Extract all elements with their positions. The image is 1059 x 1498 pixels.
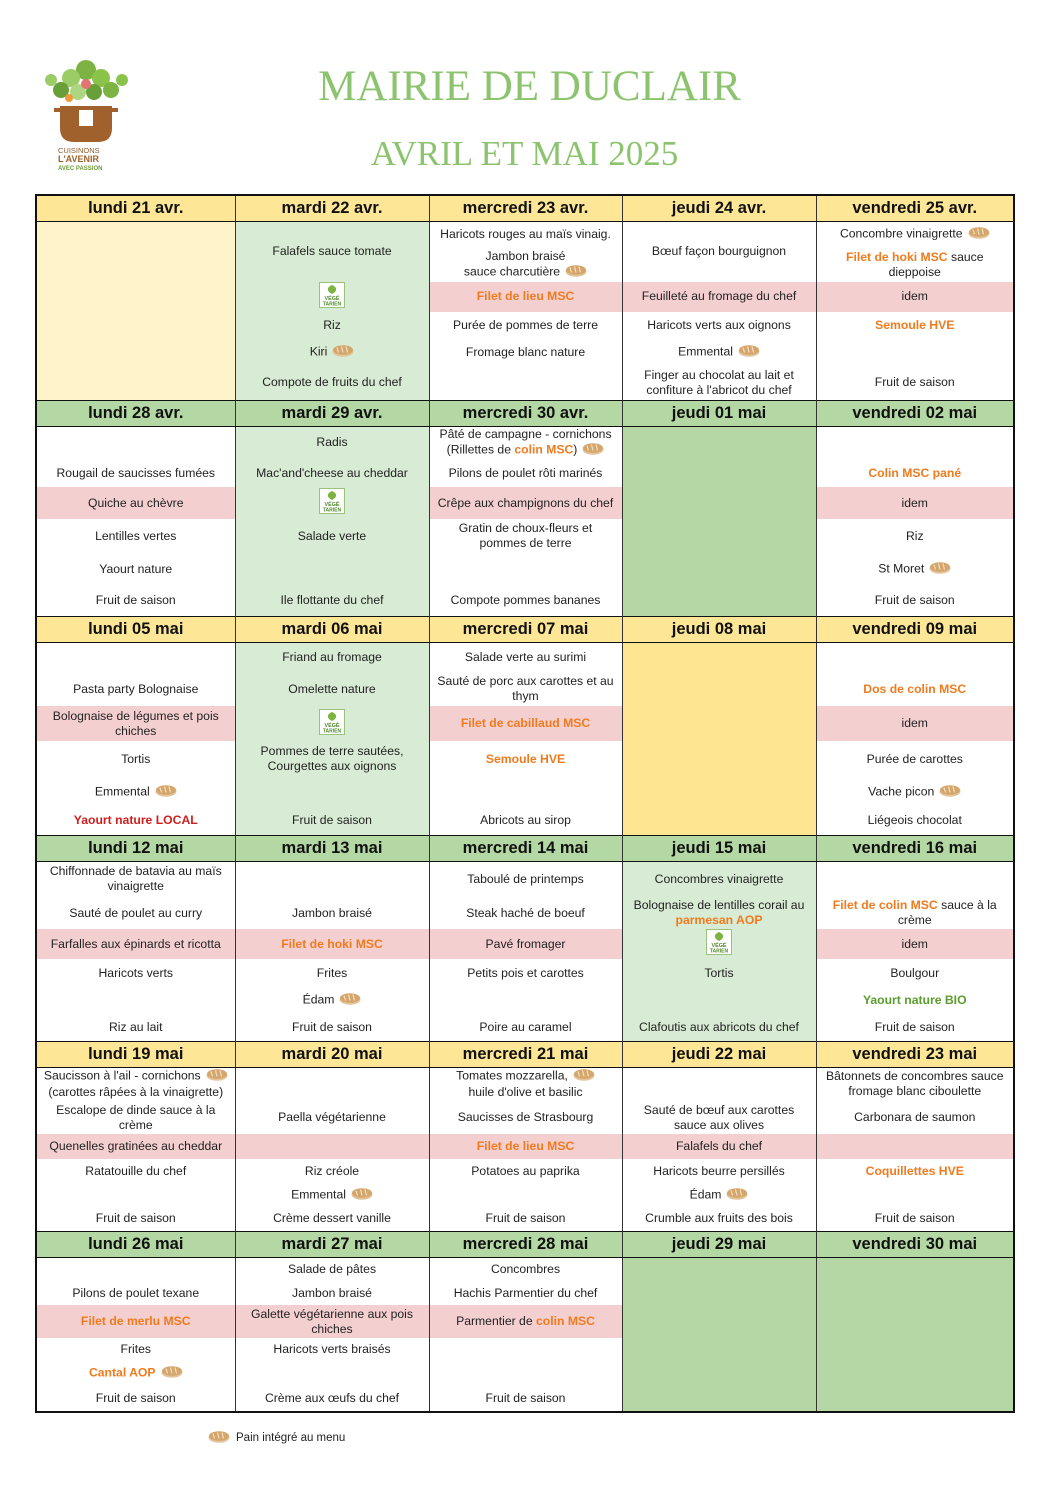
menu-row bbox=[36, 586, 1014, 616]
day-header: jeudi 22 mai bbox=[622, 1041, 816, 1067]
menu-cell: Saucisses de Strasbourg bbox=[429, 1101, 622, 1134]
svg-text:TARIEN: TARIEN bbox=[709, 948, 729, 955]
menu-cell: Steak haché de boeuf bbox=[429, 897, 622, 929]
menu-cell: Pâté de campagne - cornichons (Rillettes de colin MSC) bbox=[429, 426, 622, 459]
day-header: vendredi 30 mai bbox=[816, 1231, 1014, 1257]
day-header: vendredi 25 avr. bbox=[816, 195, 1014, 222]
menu-cell: Vache picon bbox=[816, 777, 1014, 807]
menu-cell: Fruit de saison bbox=[36, 1207, 235, 1231]
menu-cell: Coquillettes HVE bbox=[816, 1159, 1014, 1183]
svg-text:TARIEN: TARIEN bbox=[322, 507, 342, 514]
week-header-row bbox=[36, 195, 1014, 222]
menu-cell: Riz bbox=[235, 312, 429, 339]
pot-label bbox=[79, 110, 93, 126]
logo-line2: L'AVENIR bbox=[58, 154, 99, 164]
svg-text:VÉGÉ: VÉGÉ bbox=[324, 502, 340, 508]
menu-cell: Escalope de dinde sauce à la crème bbox=[36, 1101, 235, 1134]
legend bbox=[208, 1430, 345, 1446]
menu-cell: Haricots verts bbox=[36, 959, 235, 987]
menu-cell: Fromage blanc nature bbox=[429, 339, 622, 366]
bread-icon bbox=[738, 344, 760, 361]
vegetarian-badge-icon bbox=[319, 282, 345, 312]
menu-cell: Fruit de saison bbox=[816, 586, 1014, 616]
menu-cell: Concombre vinaigrette bbox=[816, 222, 1014, 248]
day-header: mercredi 14 mai bbox=[429, 835, 622, 861]
menu-cell: Haricots beurre persillés bbox=[622, 1159, 816, 1183]
menu-cell: Bâtonnets de concombres sauce fromage blanc ciboulette bbox=[816, 1067, 1014, 1101]
menu-cell bbox=[235, 777, 429, 807]
menu-cell bbox=[36, 1257, 235, 1281]
menu-cell: Kiri bbox=[235, 339, 429, 366]
menu-cell bbox=[816, 426, 1014, 459]
bread-icon bbox=[161, 1365, 183, 1382]
menu-row bbox=[36, 672, 1014, 706]
menu-row bbox=[36, 959, 1014, 987]
week-header-row bbox=[36, 1231, 1014, 1257]
logo-line3: AVEC PASSION bbox=[58, 166, 103, 172]
day-header: lundi 28 avr. bbox=[36, 400, 235, 426]
day-header: lundi 12 mai bbox=[36, 835, 235, 861]
holiday-cell bbox=[622, 642, 816, 835]
menu-row bbox=[36, 1134, 1014, 1159]
day-header: vendredi 23 mai bbox=[816, 1041, 1014, 1067]
menu-cell: Tortis bbox=[622, 959, 816, 987]
menu-cell: Fruit de saison bbox=[816, 366, 1014, 400]
menu-cell: Feuilleté au fromage du chef bbox=[622, 282, 816, 312]
menu-cell: Compote de fruits du chef bbox=[235, 366, 429, 400]
menu-row bbox=[36, 1014, 1014, 1041]
menu-row bbox=[36, 741, 1014, 777]
menu-cell: Haricots rouges au maïs vinaig. bbox=[429, 222, 622, 248]
menu-cell: Ratatouille du chef bbox=[36, 1159, 235, 1183]
menu-row bbox=[36, 519, 1014, 553]
day-header: lundi 21 avr. bbox=[36, 195, 235, 222]
menu-cell: Riz créole bbox=[235, 1159, 429, 1183]
week-header-row bbox=[36, 835, 1014, 861]
menu-cell bbox=[816, 1183, 1014, 1207]
menu-cell: Fruit de saison bbox=[235, 1014, 429, 1041]
day-header: mardi 13 mai bbox=[235, 835, 429, 861]
menu-cell: Poire au caramel bbox=[429, 1014, 622, 1041]
menu-cell: Potatoes au paprika bbox=[429, 1159, 622, 1183]
holiday-cell bbox=[816, 1257, 1014, 1412]
menu-cell: Cantal AOP bbox=[36, 1360, 235, 1386]
menu-row bbox=[36, 987, 1014, 1014]
menu-cell: Pavé fromager bbox=[429, 929, 622, 959]
menu-cell: Crumble aux fruits des bois bbox=[622, 1207, 816, 1231]
menu-cell: Carbonara de saumon bbox=[816, 1101, 1014, 1134]
logo-line1: CUISINONS bbox=[58, 146, 100, 155]
menu-cell: Chiffonnade de batavia au maïs vinaigrette bbox=[36, 861, 235, 897]
day-header: mercredi 30 avr. bbox=[429, 400, 622, 426]
menu-cell: Sauté de bœuf aux carottes sauce aux olives bbox=[622, 1101, 816, 1134]
day-header: mardi 06 mai bbox=[235, 616, 429, 642]
menu-cell: Fruit de saison bbox=[816, 1207, 1014, 1231]
menu-cell: Finger au chocolat au lait et confiture à l'abricot du chef bbox=[622, 366, 816, 400]
menu-cell: Édam bbox=[235, 987, 429, 1014]
day-header: jeudi 01 mai bbox=[622, 400, 816, 426]
menu-cell bbox=[816, 339, 1014, 366]
bread-icon bbox=[339, 992, 361, 1009]
menu-cell: idem bbox=[816, 929, 1014, 959]
menu-cell bbox=[429, 777, 622, 807]
menu-cell bbox=[429, 1360, 622, 1386]
menu-row bbox=[36, 1067, 1014, 1101]
menu-cell: Jambon braisé bbox=[235, 1281, 429, 1305]
menu-cell: Jambon braisé bbox=[235, 897, 429, 929]
menu-cell: Ile flottante du chef bbox=[235, 586, 429, 616]
menu-cell: Salade de pâtes bbox=[235, 1257, 429, 1281]
menu-cell bbox=[622, 1067, 816, 1101]
menu-cell: Paella végétarienne bbox=[235, 1101, 429, 1134]
menu-cell: Farfalles aux épinards et ricotta bbox=[36, 929, 235, 959]
menu-cell: idem bbox=[816, 282, 1014, 312]
menu-cell bbox=[36, 1183, 235, 1207]
menu-cell bbox=[429, 1183, 622, 1207]
bread-icon bbox=[573, 1068, 595, 1085]
menu-cell: Bœuf façon bourguignon bbox=[622, 222, 816, 282]
menu-row bbox=[36, 642, 1014, 672]
day-header: jeudi 15 mai bbox=[622, 835, 816, 861]
menu-cell: Pilons de poulet texane bbox=[36, 1281, 235, 1305]
menu-cell: Sauté de porc aux carottes et au thym bbox=[429, 672, 622, 706]
menu-cell: idem bbox=[816, 487, 1014, 519]
menu-row bbox=[36, 777, 1014, 807]
bread-icon bbox=[565, 264, 587, 281]
day-header: jeudi 24 avr. bbox=[622, 195, 816, 222]
menu-cell: Bolognaise de légumes et pois chiches bbox=[36, 706, 235, 741]
menu-cell bbox=[429, 1338, 622, 1360]
svg-text:TARIEN: TARIEN bbox=[322, 301, 342, 307]
menu-cell: Frites bbox=[36, 1338, 235, 1360]
menu-cell: Riz au lait bbox=[36, 1014, 235, 1041]
menu-row bbox=[36, 897, 1014, 929]
menu-row bbox=[36, 487, 1014, 519]
menu-cell: Tomates mozzarella, huile d'olive et basilic bbox=[429, 1067, 622, 1101]
menu-cell: Pasta party Bolognaise bbox=[36, 672, 235, 706]
bread-icon bbox=[726, 1187, 748, 1204]
menu-cell: Fruit de saison bbox=[36, 586, 235, 616]
day-header: jeudi 29 mai bbox=[622, 1231, 816, 1257]
menu-cell: Fruit de saison bbox=[429, 1207, 622, 1231]
svg-text:VÉGÉ: VÉGÉ bbox=[324, 295, 340, 302]
svg-text:TARIEN: TARIEN bbox=[322, 728, 342, 734]
menu-cell: Abricots au sirop bbox=[429, 807, 622, 835]
menu-cell bbox=[429, 366, 622, 400]
menu-cell: Gratin de choux-fleurs et pommes de terre bbox=[429, 519, 622, 553]
menu-row bbox=[36, 1101, 1014, 1134]
day-header: mardi 22 avr. bbox=[235, 195, 429, 222]
menu-cell bbox=[235, 1360, 429, 1386]
menu-cell: Radis bbox=[235, 426, 429, 459]
menu-cell: Galette végétarienne aux pois chiches bbox=[235, 1305, 429, 1338]
menu-cell: St Moret bbox=[816, 553, 1014, 586]
day-header: jeudi 08 mai bbox=[622, 616, 816, 642]
day-header: mardi 29 avr. bbox=[235, 400, 429, 426]
menu-cell: Quenelles gratinées au cheddar bbox=[36, 1134, 235, 1159]
menu-cell: Yaourt nature bbox=[36, 553, 235, 586]
menu-cell bbox=[429, 553, 622, 586]
menu-cell: idem bbox=[816, 706, 1014, 741]
menu-cell: Quiche au chèvre bbox=[36, 487, 235, 519]
bread-icon bbox=[332, 344, 354, 361]
menu-cell: Édam bbox=[622, 1183, 816, 1207]
menu-cell: Filet de hoki MSC sauce dieppoise bbox=[816, 248, 1014, 282]
menu-cell: Sauté de poulet au curry bbox=[36, 897, 235, 929]
menu-cell: Fruit de saison bbox=[235, 807, 429, 835]
vegetarian-badge-icon bbox=[706, 929, 732, 959]
day-header: mardi 20 mai bbox=[235, 1041, 429, 1067]
menu-cell: Dos de colin MSC bbox=[816, 672, 1014, 706]
menu-cell: Petits pois et carottes bbox=[429, 959, 622, 987]
menu-cell bbox=[36, 987, 235, 1014]
menu-cell: Frites bbox=[235, 959, 429, 987]
menu-cell: Filet de cabillaud MSC bbox=[429, 706, 622, 741]
menu-row bbox=[36, 222, 1014, 248]
menu-cell: Concombres vinaigrette bbox=[622, 861, 816, 897]
menu-row bbox=[36, 1257, 1014, 1281]
day-header: mercredi 23 avr. bbox=[429, 195, 622, 222]
menu-cell: Fruit de saison bbox=[816, 1014, 1014, 1041]
menu-row bbox=[36, 553, 1014, 586]
page-subtitle: AVRIL ET MAI 2025 bbox=[370, 134, 679, 173]
menu-cell: Purée de carottes bbox=[816, 741, 1014, 777]
menu-cell: Yaourt nature LOCAL bbox=[36, 807, 235, 835]
menu-cell: Filet de lieu MSC bbox=[429, 1134, 622, 1159]
menu-cell: Crêpe aux champignons du chef bbox=[429, 487, 622, 519]
menu-cell: Rougail de saucisses fumées bbox=[36, 459, 235, 487]
menu-cell bbox=[816, 861, 1014, 897]
menu-cell: Haricots verts braisés bbox=[235, 1338, 429, 1360]
menu-cell bbox=[36, 426, 235, 459]
menu-cell bbox=[235, 706, 429, 741]
day-header: mardi 27 mai bbox=[235, 1231, 429, 1257]
menu-cell: Boulgour bbox=[816, 959, 1014, 987]
menu-cell: Mac'and'cheese au cheddar bbox=[235, 459, 429, 487]
menu-cell: Semoule HVE bbox=[429, 741, 622, 777]
menu-cell: Haricots verts aux oignons bbox=[622, 312, 816, 339]
menu-cell bbox=[235, 861, 429, 897]
menu-row bbox=[36, 459, 1014, 487]
menu-cell bbox=[622, 929, 816, 959]
menu-cell bbox=[816, 642, 1014, 672]
menu-cell: Purée de pommes de terre bbox=[429, 312, 622, 339]
menu-cell: Saucisson à l'ail - cornichons (carottes râpées à la vinaigrette) bbox=[36, 1067, 235, 1101]
vegetarian-badge-icon bbox=[319, 709, 345, 739]
menu-row bbox=[36, 1183, 1014, 1207]
menu-cell bbox=[235, 1067, 429, 1101]
page-title: MAIRIE DE DUCLAIR bbox=[318, 63, 741, 110]
menu-cell: Semoule HVE bbox=[816, 312, 1014, 339]
menu-row bbox=[36, 929, 1014, 959]
day-header: vendredi 09 mai bbox=[816, 616, 1014, 642]
menu-row bbox=[36, 1159, 1014, 1183]
menu-cell bbox=[816, 1134, 1014, 1159]
day-header: mercredi 21 mai bbox=[429, 1041, 622, 1067]
day-header: mercredi 28 mai bbox=[429, 1231, 622, 1257]
menu-row bbox=[36, 807, 1014, 835]
menu-cell: Colin MSC pané bbox=[816, 459, 1014, 487]
bread-icon bbox=[582, 442, 604, 459]
menu-cell: Emmental bbox=[36, 777, 235, 807]
menu-cell: Emmental bbox=[622, 339, 816, 366]
menu-cell bbox=[36, 222, 235, 401]
menu-cell: Filet de hoki MSC bbox=[235, 929, 429, 959]
menu-cell: Falafels sauce tomate bbox=[235, 222, 429, 282]
menu-cell bbox=[235, 487, 429, 519]
menu-cell: Pilons de poulet rôti marinés bbox=[429, 459, 622, 487]
menu-cell: Salade verte au surimi bbox=[429, 642, 622, 672]
svg-text:VÉGÉ: VÉGÉ bbox=[711, 943, 727, 949]
menu-cell: Fruit de saison bbox=[36, 1386, 235, 1412]
bread-icon bbox=[939, 784, 961, 801]
menu-cell: Lentilles vertes bbox=[36, 519, 235, 553]
menu-cell: Hachis Parmentier du chef bbox=[429, 1281, 622, 1305]
menu-cell: Filet de merlu MSC bbox=[36, 1305, 235, 1338]
menu-cell: Omelette nature bbox=[235, 672, 429, 706]
menu-table bbox=[35, 194, 1015, 1413]
day-header: lundi 26 mai bbox=[36, 1231, 235, 1257]
menu-cell: Emmental bbox=[235, 1183, 429, 1207]
menu-cell: Riz bbox=[816, 519, 1014, 553]
week-header-row bbox=[36, 400, 1014, 426]
menu-cell: Salade verte bbox=[235, 519, 429, 553]
menu-row bbox=[36, 861, 1014, 897]
vegetarian-badge-icon bbox=[319, 488, 345, 518]
menu-cell: Filet de colin MSC sauce à la crème bbox=[816, 897, 1014, 929]
day-header: mercredi 07 mai bbox=[429, 616, 622, 642]
menu-cell: Jambon braisé sauce charcutière bbox=[429, 248, 622, 282]
week-header-row bbox=[36, 616, 1014, 642]
week-header-row bbox=[36, 1041, 1014, 1067]
bread-icon bbox=[351, 1187, 373, 1204]
menu-cell: Falafels du chef bbox=[622, 1134, 816, 1159]
menu-row bbox=[36, 1207, 1014, 1231]
menu-cell: Liégeois chocolat bbox=[816, 807, 1014, 835]
menu-cell bbox=[622, 987, 816, 1014]
menu-cell: Clafoutis aux abricots du chef bbox=[622, 1014, 816, 1041]
menu-cell bbox=[235, 282, 429, 312]
menu-cell: Bolognaise de lentilles corail au parmesan AOP bbox=[622, 897, 816, 929]
menu-cell: Filet de lieu MSC bbox=[429, 282, 622, 312]
bread-icon bbox=[968, 226, 990, 243]
menu-cell: Parmentier de colin MSC bbox=[429, 1305, 622, 1338]
day-header: vendredi 02 mai bbox=[816, 400, 1014, 426]
menu-cell: Compote pommes bananes bbox=[429, 586, 622, 616]
menu-cell: Yaourt nature BIO bbox=[816, 987, 1014, 1014]
bread-icon bbox=[929, 561, 951, 578]
holiday-cell bbox=[622, 426, 816, 616]
menu-cell: Tortis bbox=[36, 741, 235, 777]
menu-cell: Concombres bbox=[429, 1257, 622, 1281]
day-header: lundi 05 mai bbox=[36, 616, 235, 642]
bread-icon bbox=[208, 1430, 230, 1446]
holiday-cell bbox=[622, 1257, 816, 1412]
bread-icon bbox=[155, 784, 177, 801]
menu-cell bbox=[36, 642, 235, 672]
menu-cell: Crème aux œufs du chef bbox=[235, 1386, 429, 1412]
svg-text:VÉGÉ: VÉGÉ bbox=[324, 722, 340, 729]
menu-cell: Friand au fromage bbox=[235, 642, 429, 672]
menu-cell bbox=[235, 1134, 429, 1159]
menu-cell bbox=[235, 553, 429, 586]
menu-cell: Pommes de terre sautées, Courgettes aux oignons bbox=[235, 741, 429, 777]
menu-cell: Taboulé de printemps bbox=[429, 861, 622, 897]
menu-cell: Crème dessert vanille bbox=[235, 1207, 429, 1231]
legend-text: Pain intégré au menu bbox=[236, 1432, 346, 1445]
menu-cell bbox=[429, 987, 622, 1014]
day-header: vendredi 16 mai bbox=[816, 835, 1014, 861]
menu-cell: Fruit de saison bbox=[429, 1386, 622, 1412]
day-header: lundi 19 mai bbox=[36, 1041, 235, 1067]
menu-row bbox=[36, 706, 1014, 741]
menu-row bbox=[36, 426, 1014, 459]
bread-icon bbox=[206, 1068, 228, 1085]
